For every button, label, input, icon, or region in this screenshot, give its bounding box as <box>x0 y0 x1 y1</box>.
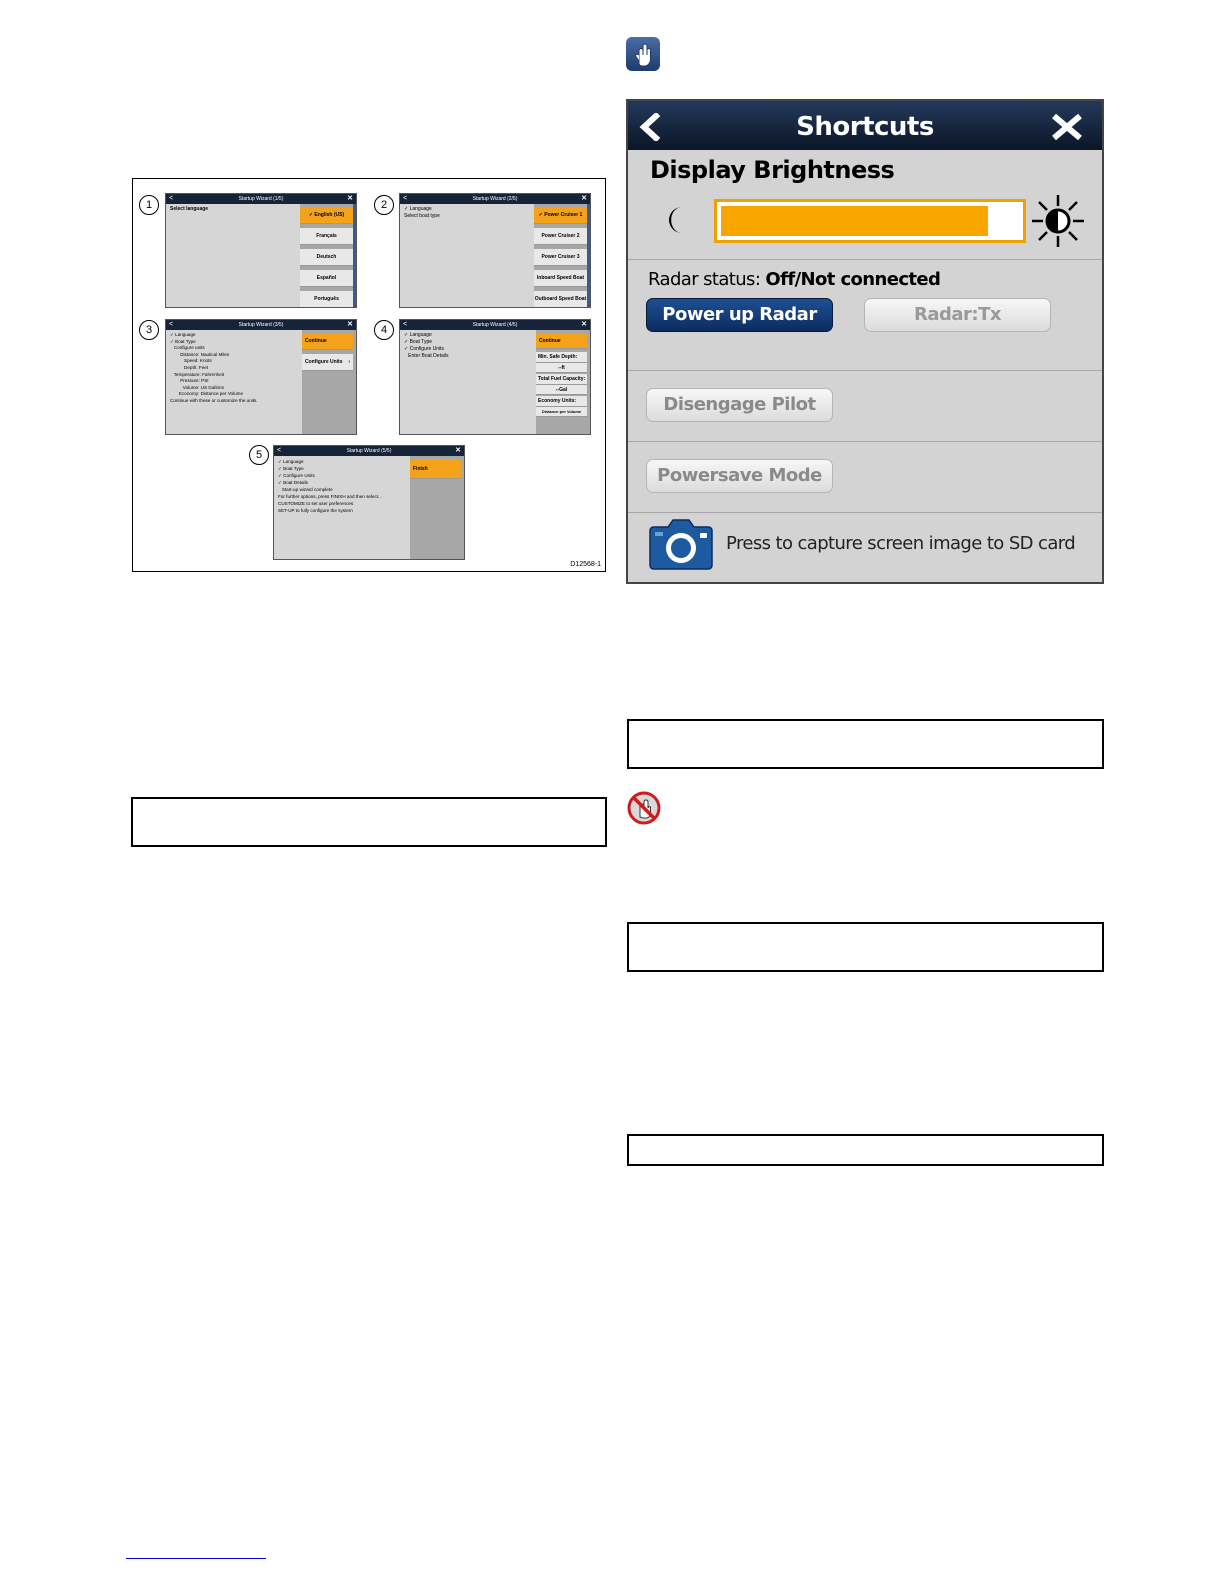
note-box <box>131 797 607 847</box>
wizard-title: Startup Wizard (3/5) <box>238 322 284 328</box>
close-icon: ✕ <box>581 195 587 202</box>
no-touch-icon <box>627 791 661 830</box>
radar-status-label: Radar status: <box>648 269 761 290</box>
wizard-screen-3 <box>165 319 357 435</box>
figure-id: D12568-1 <box>570 561 601 568</box>
moon-icon <box>666 205 692 240</box>
wizard-title: Startup Wizard (2/5) <box>472 196 518 202</box>
power-up-radar-button[interactable]: Power up Radar <box>646 298 833 332</box>
wizard-text: ✓ Language ✓ Boat Type ✓ Configure Units Enter Boat Details <box>404 332 449 359</box>
option: Min. Safe Depth: <box>536 352 587 363</box>
step-number-2: 2 <box>374 195 394 215</box>
touch-hand-icon <box>626 37 660 71</box>
option: --ft <box>536 363 587 373</box>
wizard-title: Startup Wizard (1/5) <box>238 196 284 202</box>
chevron-right-icon: › <box>348 359 350 365</box>
wizard-screen-4 <box>399 319 591 435</box>
option: Distance per Volume <box>536 407 587 417</box>
wizard-title: Startup Wizard (4/5) <box>472 322 518 328</box>
option: Economy Units: <box>536 396 587 407</box>
option: Español <box>300 270 353 287</box>
option: Inboard Speed Boat <box>534 270 587 287</box>
panel-header <box>628 101 1102 150</box>
wizard-text: ✓ Language Select boat type <box>404 206 440 219</box>
check-icon: ✓ <box>538 212 545 218</box>
wizard-text: ✓ Language ✓ Boat Type Configure units Distance: Nautical Miles Speed: Knots Depth: Feet Temperature: Fahrenheit Pressure: PSI Volume: US Gallons Economy: Distance per Volume Continue with these or customize the units. <box>170 332 258 403</box>
option: --Gal <box>536 385 587 395</box>
option: ✓ Power Cruiser 1 <box>534 207 587 224</box>
option: Português <box>300 291 353 308</box>
option: Power Cruiser 3 <box>534 249 587 266</box>
step-number-1: 1 <box>139 195 159 215</box>
camera-icon[interactable] <box>646 519 714 576</box>
back-icon: < <box>277 447 282 454</box>
capture-screen-text[interactable]: Press to capture screen image to SD card <box>726 533 1076 554</box>
step-number-3: 3 <box>139 320 159 340</box>
close-icon: ✕ <box>347 195 353 202</box>
sun-icon <box>1031 193 1085 254</box>
close-icon: ✕ <box>581 321 587 328</box>
note-box <box>627 922 1104 972</box>
panel-title: Shortcuts <box>796 112 934 142</box>
disengage-pilot-button[interactable]: Disengage Pilot <box>646 388 833 422</box>
radar-status-value: Off/Not connected <box>765 269 941 290</box>
option: Deutsch <box>300 249 353 266</box>
startup-wizard-figure <box>132 178 606 572</box>
wizard-text: Select language <box>170 206 209 212</box>
back-icon: < <box>169 321 174 328</box>
powersave-mode-button[interactable]: Powersave Mode <box>646 459 833 493</box>
close-icon[interactable] <box>1050 113 1084 146</box>
back-icon: < <box>403 195 408 202</box>
option: Configure Units › <box>302 354 353 371</box>
check-icon: ✓ <box>308 212 315 218</box>
wizard-screen-2 <box>399 193 591 308</box>
wizard-text: ✓ Language ✓ Boat Type ✓ Configure Units ✓ Boat Details Start-up wizard complete For further options, press FINISH and then select... CUSTOMIZE to set user preferences SET-UP to fully configure the system <box>278 459 382 513</box>
option: Finish <box>410 459 461 479</box>
option: Continue <box>536 333 587 349</box>
wizard-screen-1 <box>165 193 357 308</box>
option: ✓ English (US) <box>300 207 353 224</box>
option: Outboard Speed Boat <box>534 291 587 308</box>
note-box <box>627 719 1104 769</box>
brightness-title: Display Brightness <box>650 156 895 184</box>
brightness-slider[interactable] <box>714 199 1026 243</box>
option: Continue <box>302 333 353 350</box>
step-number-5: 5 <box>249 445 269 465</box>
option: Power Cruiser 2 <box>534 228 587 245</box>
shortcuts-panel <box>626 99 1104 584</box>
back-icon: < <box>403 321 408 328</box>
step-number-4: 4 <box>374 320 394 340</box>
wizard-screen-5 <box>273 445 465 560</box>
option: Total Fuel Capacity: <box>536 374 587 385</box>
radar-status <box>648 269 940 290</box>
note-box <box>627 1134 1104 1166</box>
close-icon: ✕ <box>455 447 461 454</box>
close-icon: ✕ <box>347 321 353 328</box>
footer-link-line[interactable] <box>126 1558 266 1559</box>
radar-tx-button[interactable]: Radar:Tx <box>864 298 1051 332</box>
wizard-title: Startup Wizard (5/5) <box>346 448 392 454</box>
brightness-fill <box>721 206 988 236</box>
back-icon: < <box>169 195 174 202</box>
option: Français <box>300 228 353 245</box>
